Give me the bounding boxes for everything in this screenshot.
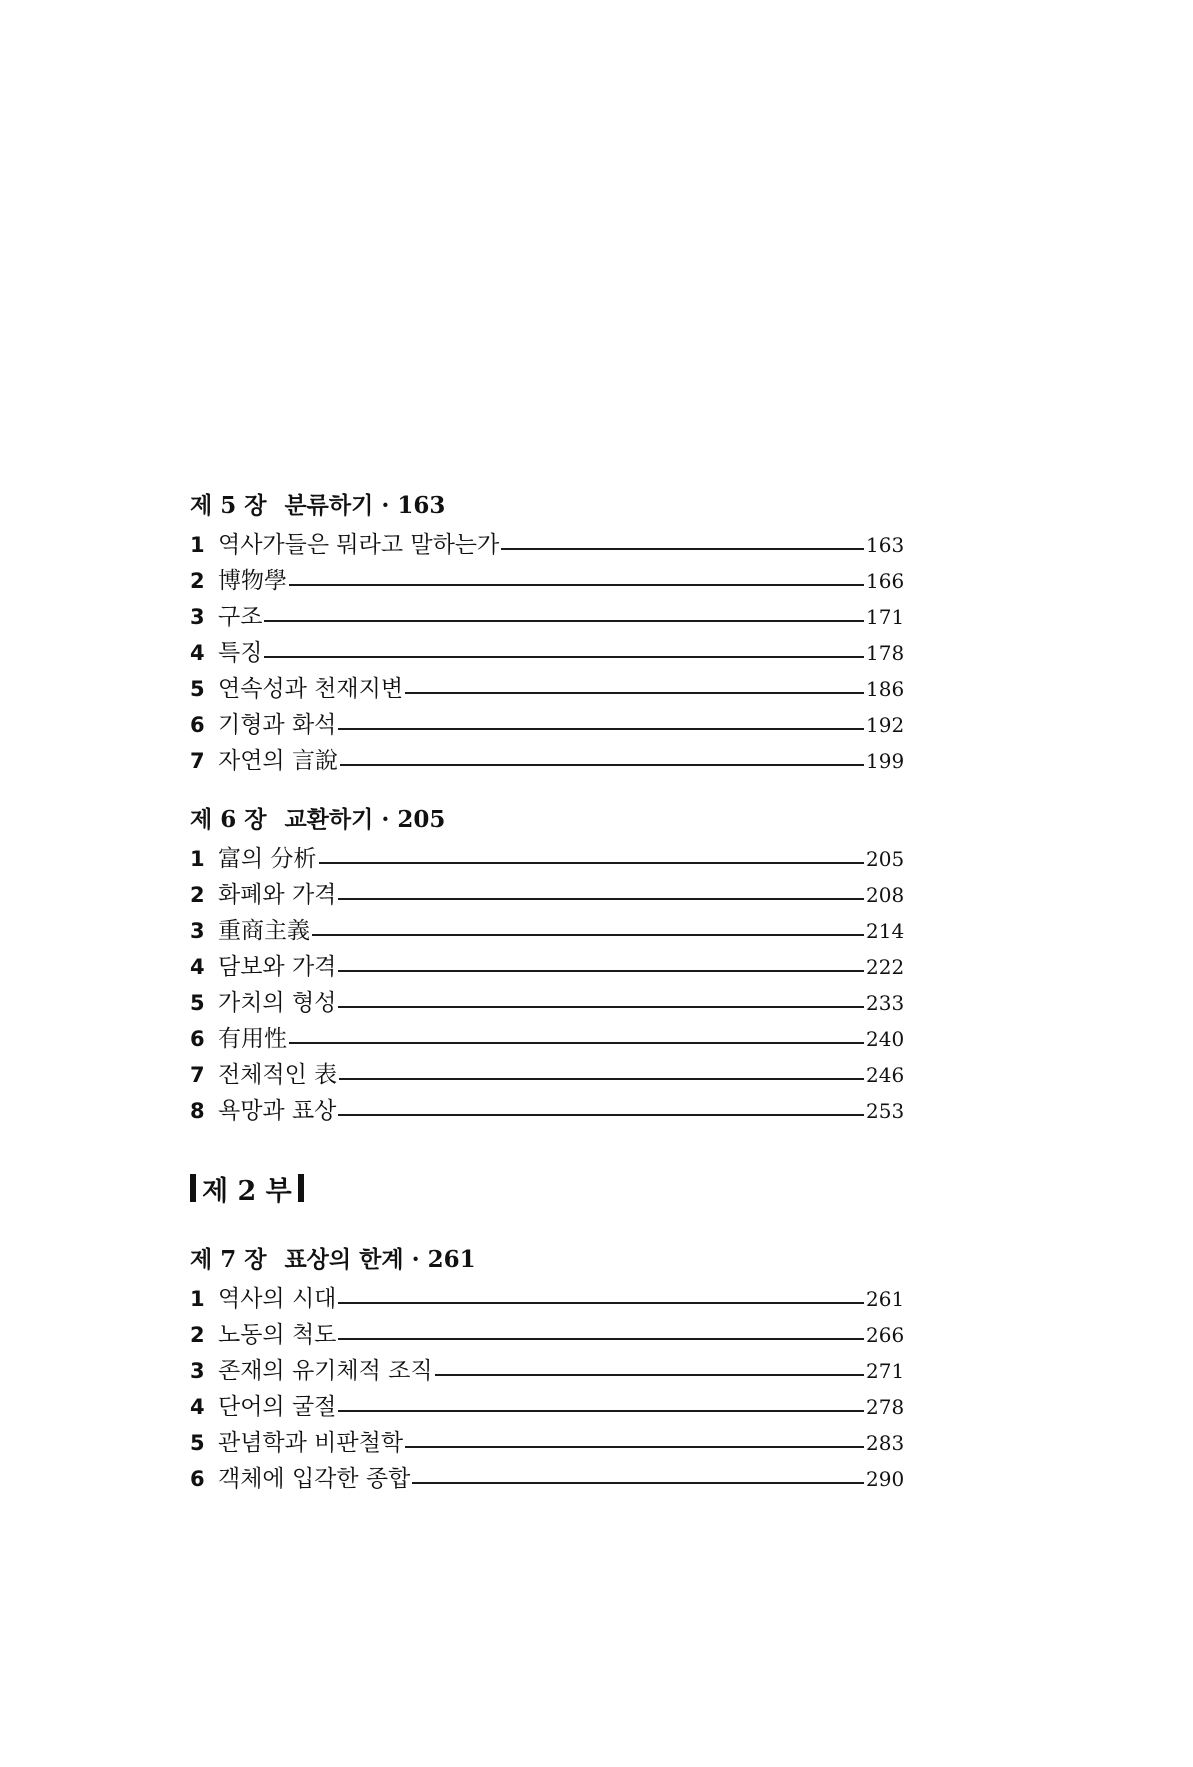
entry-page: 186 — [866, 677, 905, 701]
dot-leader — [264, 619, 864, 622]
entry-title: 자연의 言說 — [218, 748, 338, 774]
entry-title: 존재의 유기체적 조직 — [218, 1358, 433, 1384]
entry-number: 2 — [190, 1323, 205, 1347]
entry-page: 271 — [866, 1359, 905, 1383]
part-bar-right — [298, 1174, 304, 1202]
dot-leader — [264, 655, 864, 658]
dot-leader — [338, 1005, 864, 1008]
chapter-heading — [190, 802, 910, 838]
entry-title: 전체적인 表 — [218, 1062, 338, 1088]
entry-title: 욕망과 표상 — [218, 1098, 337, 1124]
part-spacer — [190, 1126, 910, 1164]
entry-number: 4 — [190, 641, 205, 665]
entry-number: 5 — [190, 677, 205, 701]
entry-page: 205 — [866, 847, 905, 871]
toc-entry[interactable] — [190, 838, 910, 874]
toc-entry[interactable] — [190, 1350, 910, 1386]
toc-entry[interactable] — [190, 1278, 910, 1314]
entry-number: 3 — [190, 1359, 205, 1383]
entry-title: 담보와 가격 — [218, 954, 337, 980]
entry-number: 3 — [190, 605, 205, 629]
toc-entry[interactable] — [190, 1458, 910, 1494]
chapter-title: 교환하기 — [284, 806, 374, 833]
dot-leader — [338, 897, 864, 900]
entry-title: 기형과 화석 — [218, 712, 337, 738]
entry-page: 214 — [866, 919, 905, 943]
entry-number: 6 — [190, 1027, 205, 1051]
dot-leader — [338, 1409, 864, 1412]
entry-title: 관념학과 비판철학 — [218, 1430, 404, 1456]
entry-page: 163 — [866, 533, 905, 557]
entry-page: 290 — [866, 1467, 905, 1491]
entry-title: 단어의 굴절 — [218, 1394, 337, 1420]
part-bar-left — [190, 1174, 196, 1202]
dot-leader — [339, 1077, 864, 1080]
entry-page: 246 — [866, 1063, 905, 1087]
chapter-heading — [190, 488, 910, 524]
separator-dot: · — [381, 492, 390, 519]
entry-title: 重商主義 — [218, 918, 310, 944]
dot-leader — [340, 763, 864, 766]
dot-leader — [501, 547, 864, 550]
entry-page: 171 — [866, 605, 905, 629]
entry-number: 1 — [190, 847, 205, 871]
toc-entry[interactable] — [190, 1054, 910, 1090]
chapter-start-page: 205 — [397, 806, 446, 833]
chapter-label: 제 7 장 — [190, 1246, 267, 1273]
part-label: 제 2 부 — [202, 1175, 292, 1207]
dot-leader — [405, 1445, 864, 1448]
entry-title: 有用性 — [218, 1026, 287, 1052]
chapter-label: 제 6 장 — [190, 806, 267, 833]
entry-number: 4 — [190, 955, 205, 979]
entry-page: 283 — [866, 1431, 905, 1455]
entry-page: 208 — [866, 883, 905, 907]
dot-leader — [412, 1481, 864, 1484]
toc-entry[interactable] — [190, 596, 910, 632]
toc-entry[interactable] — [190, 1018, 910, 1054]
entry-title: 객체에 입각한 종합 — [218, 1466, 411, 1492]
toc-entry[interactable] — [190, 560, 910, 596]
entry-page: 233 — [866, 991, 905, 1015]
entry-title: 특징 — [218, 640, 263, 666]
entry-page: 278 — [866, 1395, 905, 1419]
entry-number: 7 — [190, 1063, 205, 1087]
part-spacer — [190, 1212, 910, 1242]
toc-entry[interactable] — [190, 982, 910, 1018]
entry-page: 166 — [866, 569, 905, 593]
table-of-contents — [190, 488, 910, 1494]
toc-entry[interactable] — [190, 668, 910, 704]
dot-leader — [405, 691, 864, 694]
entry-page: 222 — [866, 955, 905, 979]
entry-number: 5 — [190, 1431, 205, 1455]
entry-number: 1 — [190, 533, 205, 557]
chapter-label: 제 5 장 — [190, 492, 267, 519]
entry-title: 역사의 시대 — [218, 1286, 337, 1312]
entry-page: 199 — [866, 749, 905, 773]
entry-number: 6 — [190, 1467, 205, 1491]
chapter-title: 분류하기 — [284, 492, 374, 519]
entry-number: 4 — [190, 1395, 205, 1419]
entry-number: 2 — [190, 569, 205, 593]
entry-number: 8 — [190, 1099, 205, 1123]
entry-page: 178 — [866, 641, 905, 665]
part-heading — [190, 1164, 910, 1212]
dot-leader — [289, 583, 864, 586]
entry-page: 253 — [866, 1099, 905, 1123]
entry-title: 구조 — [218, 604, 263, 630]
dot-leader — [338, 1301, 864, 1304]
toc-entry[interactable] — [190, 1314, 910, 1350]
entry-title: 역사가들은 뭐라고 말하는가 — [218, 532, 500, 558]
chapter-title: 표상의 한계 — [284, 1246, 404, 1273]
section-spacer — [190, 776, 910, 802]
entry-number: 6 — [190, 713, 205, 737]
toc-entry[interactable] — [190, 946, 910, 982]
entry-number: 1 — [190, 1287, 205, 1311]
toc-entry[interactable] — [190, 740, 910, 776]
chapter-heading — [190, 1242, 910, 1278]
dot-leader — [338, 969, 864, 972]
separator-dot: · — [381, 806, 390, 833]
toc-entry[interactable] — [190, 1386, 910, 1422]
dot-leader — [289, 1041, 864, 1044]
entry-number: 5 — [190, 991, 205, 1015]
separator-dot: · — [411, 1246, 420, 1273]
entry-page: 240 — [866, 1027, 905, 1051]
entry-page: 192 — [866, 713, 905, 737]
chapter-start-page: 163 — [397, 492, 446, 519]
entry-page: 266 — [866, 1323, 905, 1347]
entry-title: 노동의 척도 — [218, 1322, 337, 1348]
entry-title: 화폐와 가격 — [218, 882, 337, 908]
dot-leader — [338, 1113, 864, 1116]
dot-leader — [338, 1337, 864, 1340]
toc-entry[interactable] — [190, 1090, 910, 1126]
entry-title: 가치의 형성 — [218, 990, 337, 1016]
toc-entry[interactable] — [190, 524, 910, 560]
dot-leader — [435, 1373, 864, 1376]
toc-entry[interactable] — [190, 632, 910, 668]
chapter-start-page: 261 — [427, 1246, 476, 1273]
dot-leader — [319, 861, 864, 864]
dot-leader — [312, 933, 864, 936]
toc-entry[interactable] — [190, 704, 910, 740]
entry-number: 2 — [190, 883, 205, 907]
entry-page: 261 — [866, 1287, 905, 1311]
entry-title: 博物學 — [218, 568, 287, 594]
toc-entry[interactable] — [190, 1422, 910, 1458]
entry-title: 富의 分析 — [218, 846, 317, 872]
entry-title: 연속성과 천재지변 — [218, 676, 404, 702]
toc-entry[interactable] — [190, 874, 910, 910]
entry-number: 3 — [190, 919, 205, 943]
dot-leader — [338, 727, 864, 730]
entry-number: 7 — [190, 749, 205, 773]
toc-entry[interactable] — [190, 910, 910, 946]
